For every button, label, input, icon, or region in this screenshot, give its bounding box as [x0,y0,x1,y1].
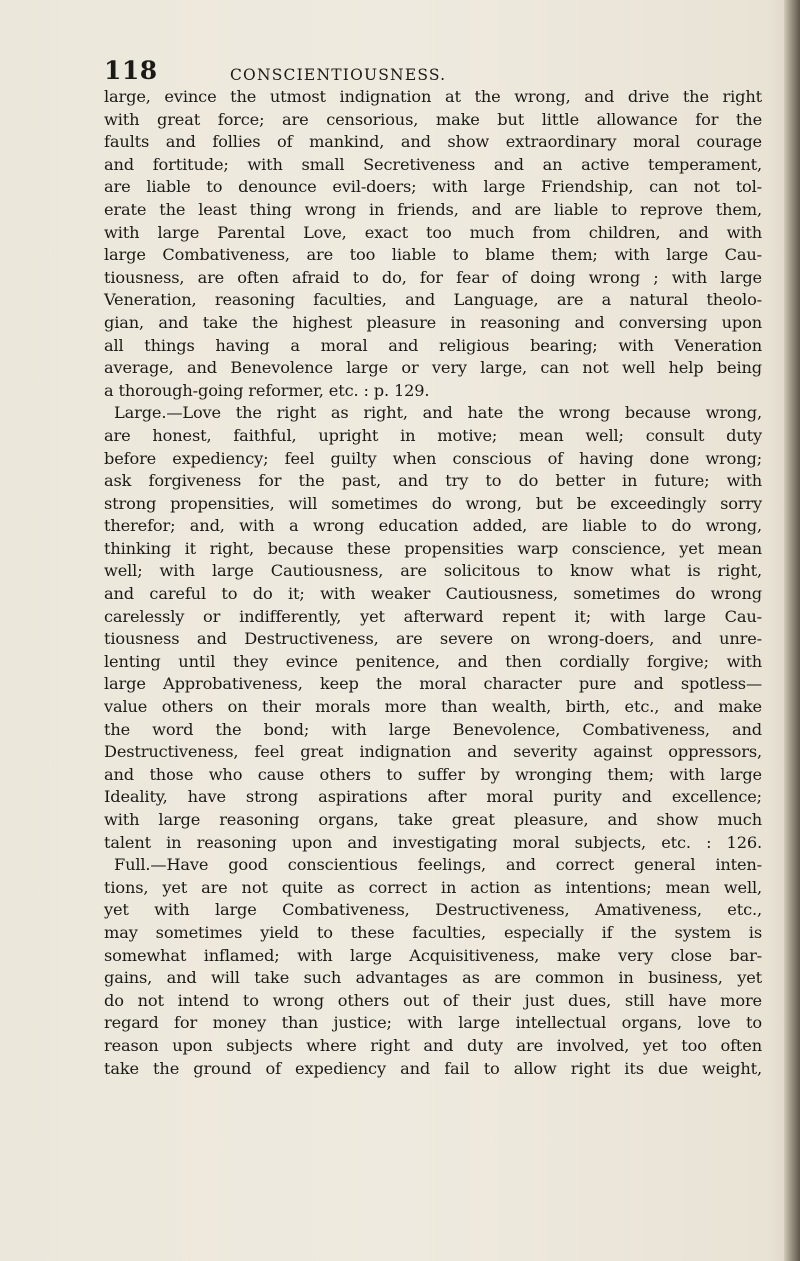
text-line: are liable to denounce evil-doers; with large Friendship, can not tol- [104,177,762,197]
page-number: 118 [104,56,158,85]
text-line: thinking it right, because these propensities warp conscience, yet mean [104,538,762,558]
text-line: are honest, faithful, upright in motive; mean well; consult duty [104,425,762,445]
text-line: and those who cause others to suffer by wronging them; with large [104,764,762,784]
text-line: large Approbativeness, keep the moral character pure and spotless— [104,674,762,694]
text-line: may sometimes yield to these faculties, especially if the system is [104,922,762,942]
body-text [104,86,762,1080]
text-line: with large Parental Love, exact too much from children, and with [104,222,762,242]
text-line: carelessly or indifferently, yet afterward repent it; with large Cau- [104,606,762,626]
running-title: CONSCIENTIOUSNESS. [230,66,447,84]
text-line: lenting until they evince penitence, and then cordially forgive; with [104,651,762,671]
text-line: ask forgiveness for the past, and try to do better in future; with [104,471,762,491]
text-line: large, evince the utmost indignation at the wrong, and drive the right [104,87,762,106]
text-line: and careful to do it; with weaker Cautiousness, sometimes do wrong [104,584,762,604]
text-line: a thorough-going reformer, etc. : p. 129. [104,380,430,400]
text-line: gian, and take the highest pleasure in reasoning and conversing upon [104,312,762,332]
paragraph-start-full: Full.—Have good conscientious feelings, and correct general inten- [114,855,762,875]
text-line: erate the least thing wrong in friends, and are liable to reprove them, [104,199,762,219]
text-line: Ideality, have strong aspirations after moral purity and excellence; [104,787,762,807]
text-line: tiousness, are often afraid to do, for fear of doing wrong ; with large [104,267,762,287]
paragraph-start-large: Large.—Love the right as right, and hate the wrong because wrong, [114,403,762,423]
text-line: with great force; are censorious, make but little allowance for the [104,109,762,129]
text-line: somewhat inflamed; with large Acquisitiveness, make very close bar- [104,945,762,965]
text-line: therefor; and, with a wrong education added, are liable to do wrong, [104,516,762,536]
text-line: all things having a moral and religious bearing; with Veneration [104,335,762,355]
page-binding-edge [784,0,800,1261]
text-line: value others on their morals more than wealth, birth, etc., and make [104,697,762,717]
text-line: strong propensities, will sometimes do wrong, but be exceedingly sorry [104,493,762,513]
text-line: with large reasoning organs, take great pleasure, and show much [104,810,762,829]
text-line: do not intend to wrong others out of their just dues, still have more [104,990,762,1010]
text-line: Destructiveness, feel great indignation and severity against oppressors, [104,742,762,762]
text-line: large Combativeness, are too liable to blame them; with large Cau- [104,245,762,265]
text-line: yet with large Combativeness, Destructiveness, Amativeness, etc., [104,900,762,920]
text-line: tions, yet are not quite as correct in action as intentions; mean well, [104,877,762,897]
text-line: gains, and will take such advantages as are common in business, yet [104,968,762,988]
text-line: take the ground of expediency and fail to allow right its due weight, [104,1058,762,1078]
text-line: regard for money than justice; with large intellectual organs, love to [104,1013,762,1033]
text-line: and fortitude; with small Secretiveness and an active temperament, [104,154,762,174]
text-line: before expediency; feel guilty when conscious of having done wrong; [104,448,762,468]
text-line: Veneration, reasoning faculties, and Language, are a natural theolo- [104,290,762,310]
text-line: talent in reasoning upon and investigating moral subjects, etc. : 126. [104,832,762,852]
text-line: average, and Benevolence large or very large, can not well help being [104,358,762,378]
text-line: reason upon subjects where right and duty are involved, yet too often [104,1035,762,1055]
text-line: tiousness and Destructiveness, are severe on wrong-doers, and unre- [104,629,762,649]
text-line: faults and follies of mankind, and show extraordinary moral courage [104,132,762,152]
text-line: well; with large Cautiousness, are solicitous to know what is right, [104,561,762,581]
text-line: the word the bond; with large Benevolence, Combativeness, and [104,719,762,739]
